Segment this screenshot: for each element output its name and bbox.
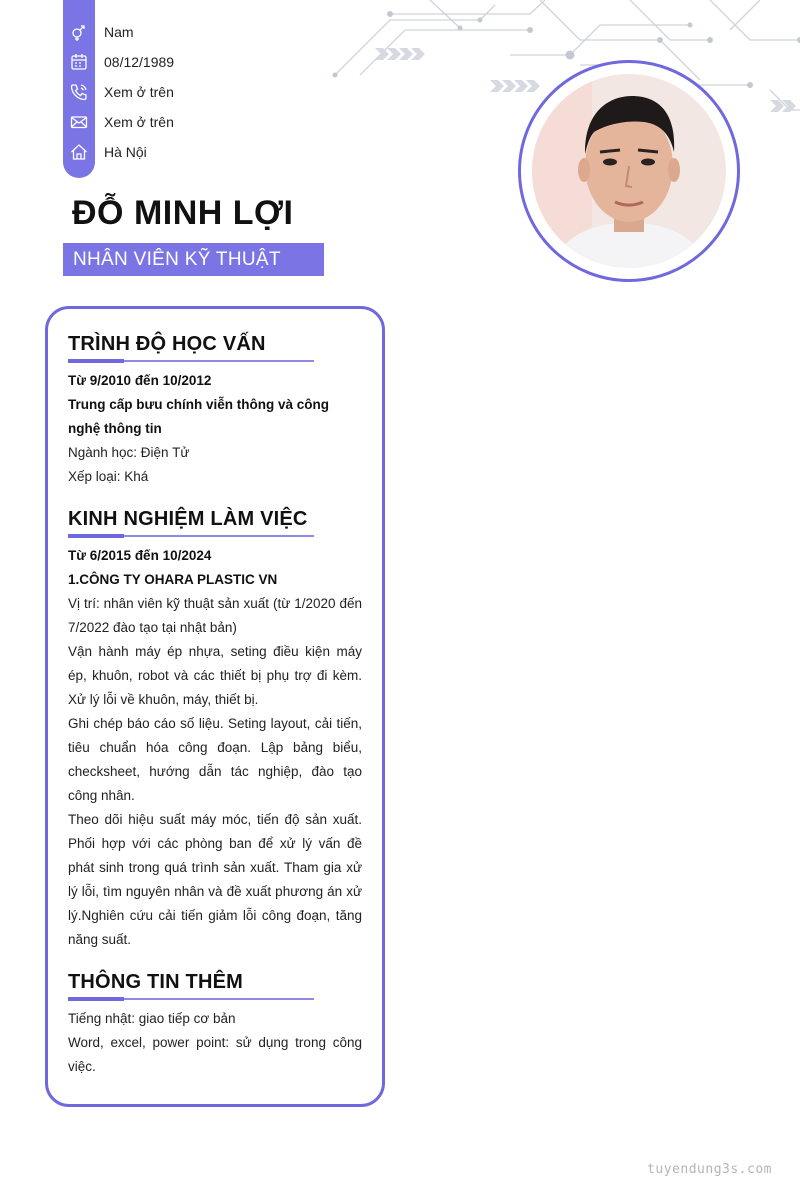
- experience-duty: Vận hành máy ép nhựa, seting điều kiện máy ép, khuôn, robot và các thiết bị phụ trợ đi kèm. Xử lý lỗi về khuôn, máy, thiết bị.: [68, 644, 362, 707]
- phone-icon: [69, 82, 89, 102]
- education-grade: Xếp loại: Khá: [68, 469, 149, 484]
- extra-divider: [68, 998, 314, 1000]
- education-divider: [68, 360, 314, 362]
- education-block: [68, 369, 362, 489]
- email-value: Xem ở trên: [104, 114, 174, 130]
- extra-line: Tiếng nhật: giao tiếp cơ bản: [68, 1011, 236, 1026]
- experience-title: KINH NGHIỆM LÀM VIỆC: [68, 508, 308, 530]
- education-school: Trung cấp bưu chính viễn thông và công nghệ thông tin: [68, 397, 330, 436]
- calendar-icon: [69, 52, 89, 72]
- email-icon: [69, 112, 89, 132]
- gender-value: Nam: [104, 24, 134, 40]
- candidate-name: ĐỖ MINH LỢI: [72, 194, 294, 232]
- experience-duty: Theo dõi hiệu suất máy móc, tiến độ sản xuất. Phối hợp với các phòng ban để xử lý vấn đề phát sinh trong quá trình sản xuất. Tham gia xử lý lỗi, tìm nguyên nhân và đề xuất phương án xử lý.Nghiên cứu cải tiến giảm lỗi công đoạn, tăng năng suất.: [68, 812, 362, 947]
- experience-duty: Ghi chép báo cáo số liệu. Seting layout, cải tiến, tiêu chuẩn hóa công đoạn. Lập bảng biểu, checksheet, hướng dẫn tác nghiệp, đào tạo công nhân.: [68, 716, 362, 803]
- experience-period: Từ 6/2015 đến 10/2024: [68, 548, 212, 563]
- birthday-value: 08/12/1989: [104, 54, 175, 70]
- extra-line: Word, excel, power point: sử dụng trong công việc.: [68, 1035, 362, 1074]
- address-value: Hà Nội: [104, 144, 147, 160]
- footer-watermark: tuyendung3s.com: [647, 1162, 772, 1177]
- phone-value: Xem ở trên: [104, 84, 174, 100]
- education-title: TRÌNH ĐỘ HỌC VẤN: [68, 333, 266, 355]
- experience-divider: [68, 535, 314, 537]
- experience-block: [68, 544, 362, 952]
- experience-company: 1.CÔNG TY OHARA PLASTIC VN: [68, 572, 278, 587]
- education-period: Từ 9/2010 đến 10/2012: [68, 373, 212, 388]
- extra-title: THÔNG TIN THÊM: [68, 971, 244, 993]
- education-major: Ngành học: Điện Tử: [68, 445, 190, 460]
- extra-block: [68, 1007, 362, 1079]
- gender-icon: [69, 22, 89, 42]
- job-title: NHÂN VIÊN KỸ THUẬT: [63, 243, 324, 276]
- avatar: [532, 74, 726, 268]
- home-icon: [69, 142, 89, 162]
- experience-position: Vị trí: nhân viên kỹ thuật sản xuất (từ 1/2020 đến 7/2022 đào tạo tại nhật bản): [68, 596, 362, 635]
